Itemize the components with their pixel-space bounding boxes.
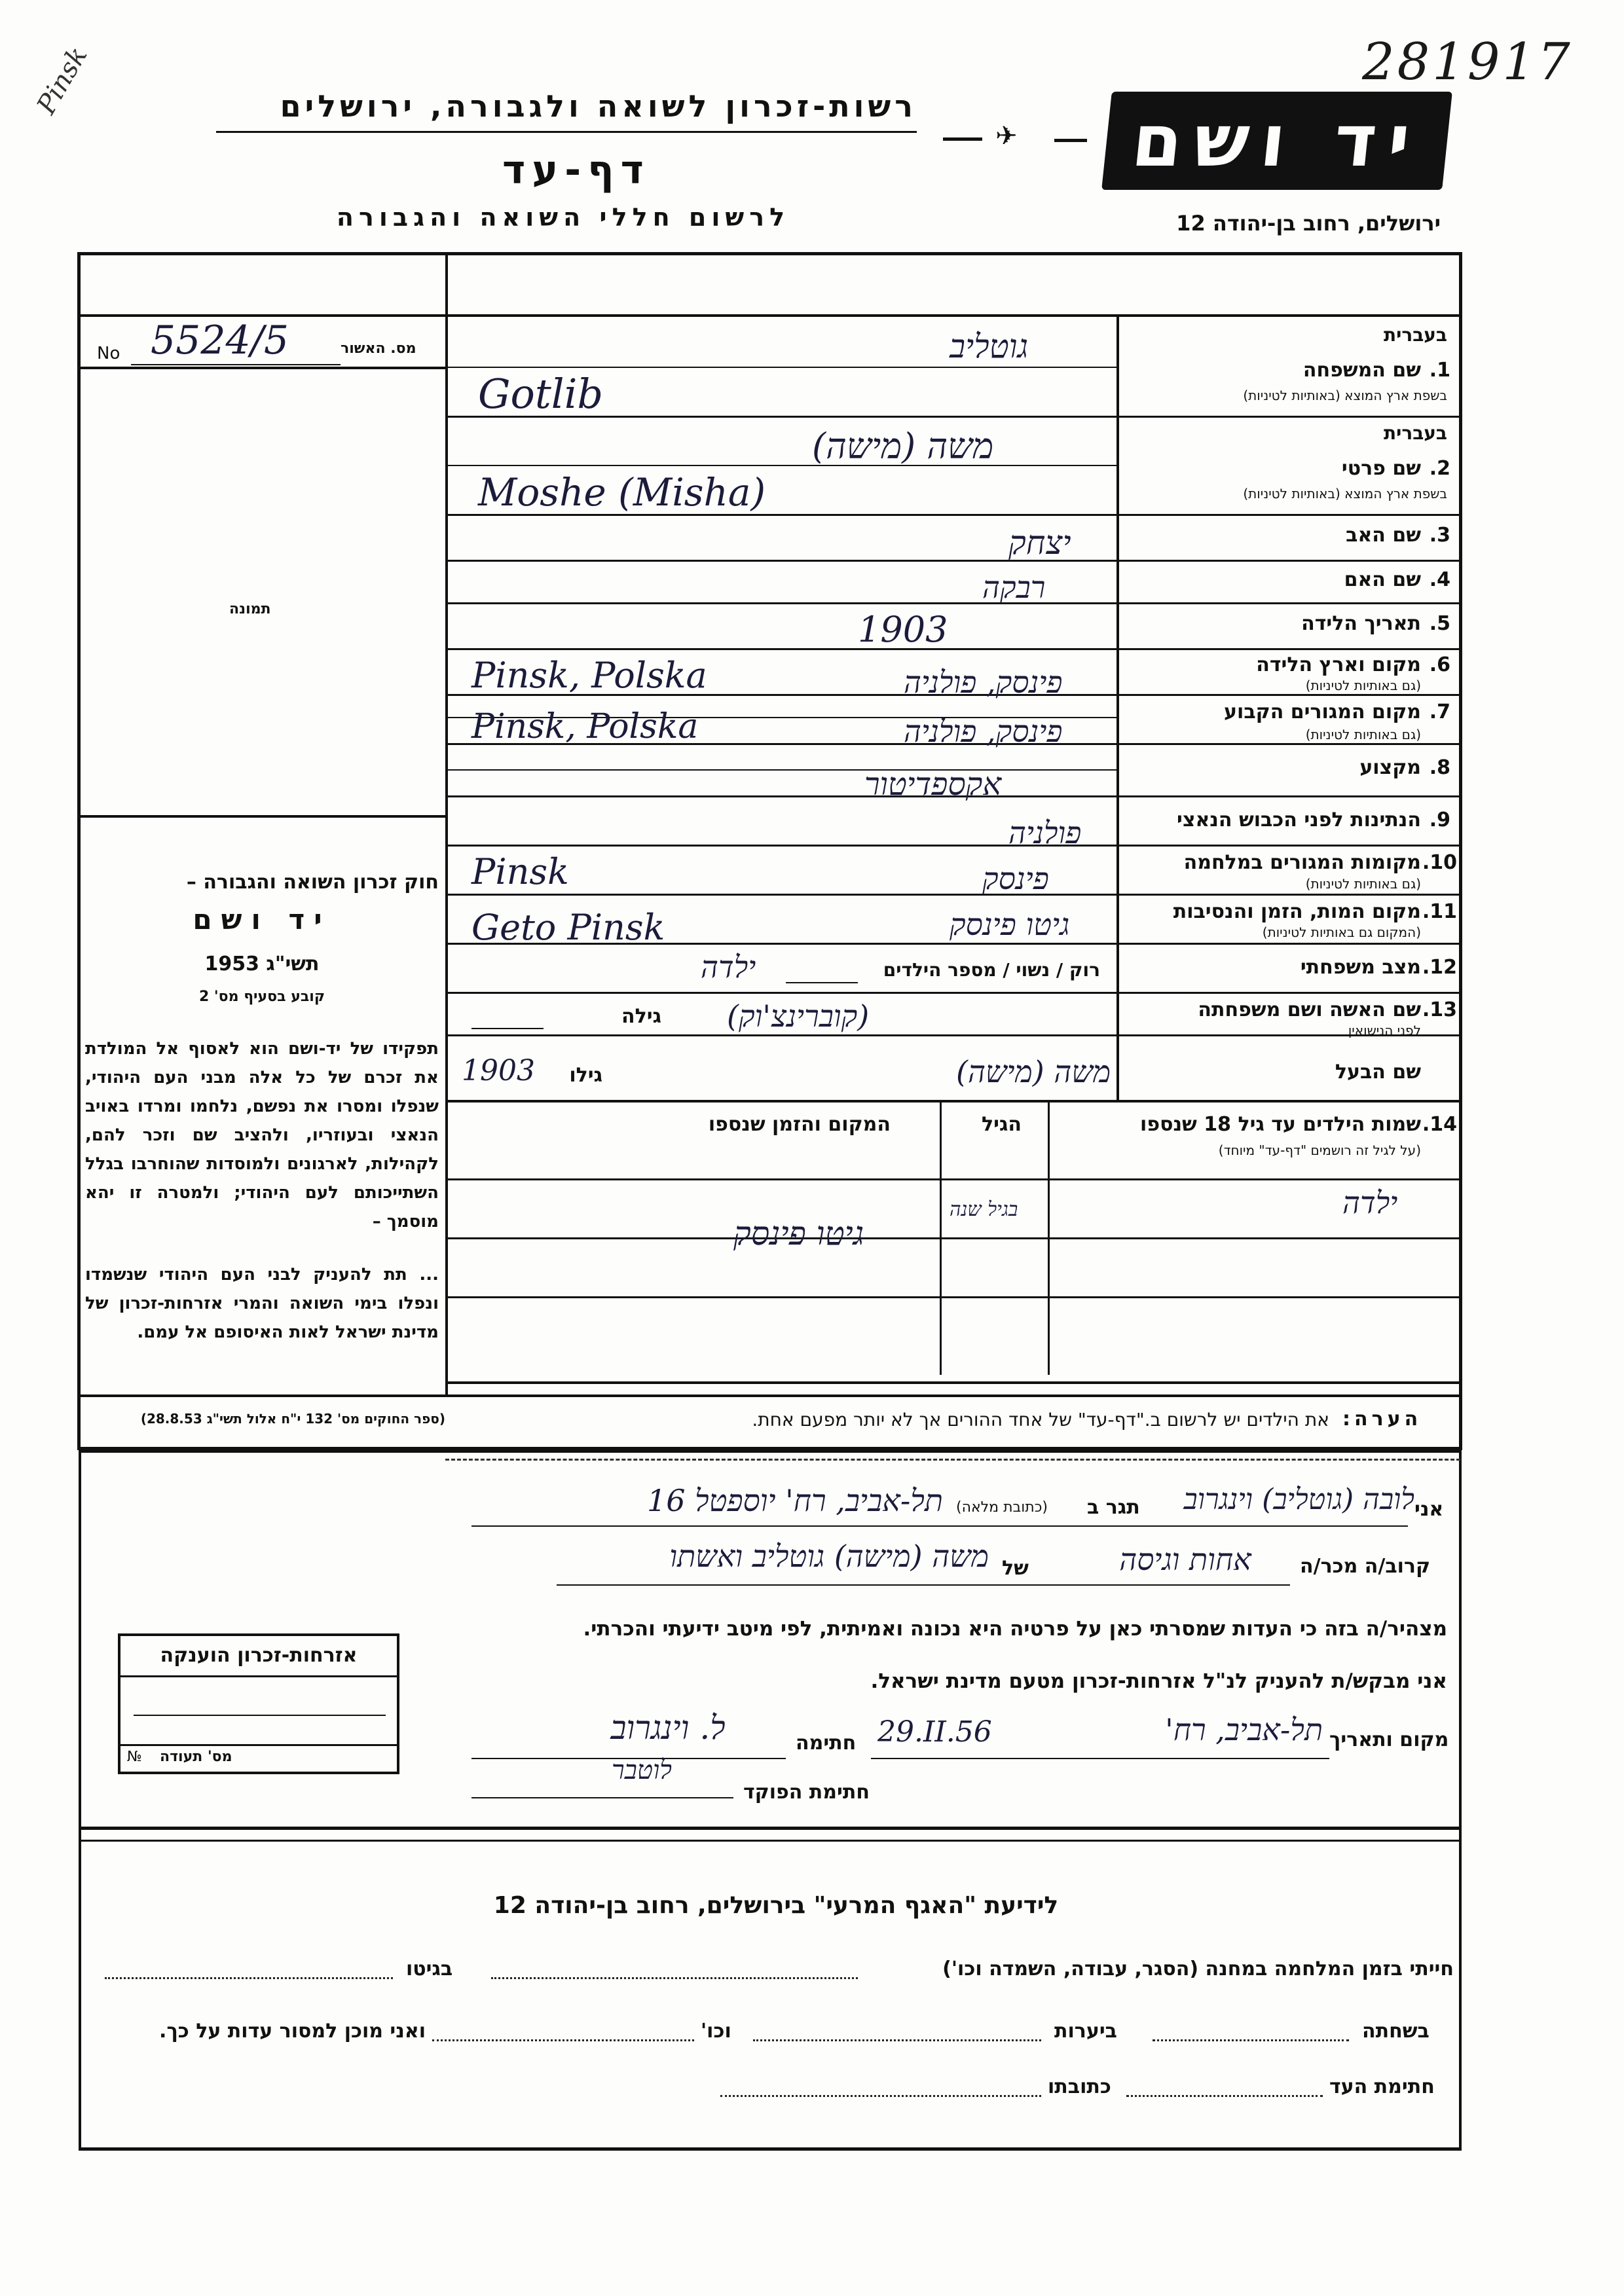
relation-value: אחות וגיסה — [1119, 1542, 1251, 1577]
field-6-hebrew: פינסק, פולניה — [904, 665, 1063, 700]
citizenship-no-label: מס' תעודה — [160, 1749, 232, 1765]
field-11-latin: Geto Pinsk — [471, 907, 665, 948]
field-13-hebrew: (קוברינצ'וק) — [727, 998, 870, 1034]
declarant-name: לובה (גוטליב) וינגרוב — [1183, 1483, 1414, 1516]
field-1-sub: בשפת ארץ המוצא (באותיות לטיניות) — [1243, 388, 1447, 403]
field-7-latin: Pinsk, Polska — [471, 707, 699, 746]
footer-line1-label: חייתי בזמן המלחמה במחנה (הסגר, עבודה, השמדה וכו') — [942, 1958, 1454, 1980]
footer-line3-b: כתובתו — [1048, 2075, 1111, 2098]
declarant-resides-label: תגר ב — [1087, 1496, 1140, 1519]
authority-underline — [216, 131, 917, 133]
field-2-num: 2. — [1429, 457, 1450, 480]
field-2-latin: Moshe (Misha) — [478, 470, 766, 515]
field-4-hebrew: רבקה — [982, 570, 1046, 605]
law-name: יד ושם — [193, 903, 331, 936]
field-6-latin: Pinsk, Polska — [471, 655, 707, 696]
law-title: חוק זכרון השואה והגבורה – — [186, 871, 439, 894]
authority-title: רשות-זכרון לשואה ולגבורה, ירושלים — [280, 88, 917, 124]
field-6-sub: (גם באותיות לטיניות) — [1305, 678, 1421, 693]
children-num: 14. — [1422, 1113, 1457, 1136]
field-10-hebrew: פינסק — [982, 861, 1049, 896]
registry-no-label: No — [97, 344, 120, 363]
relative-of-value: משה (מישה) גוטליב ואשתו — [669, 1539, 989, 1574]
field-1-latin: Gotlib — [478, 370, 604, 418]
footer-line2-c: וכו' — [701, 2020, 731, 2043]
field-9-hebrew: פולניה — [1008, 815, 1082, 850]
field-6-label: מקום וארץ הלידה — [1256, 653, 1421, 676]
field-5-label: תאריך הלידה — [1301, 612, 1421, 635]
field-9-label: הנתינות לפני הכבוש הנאצי — [1177, 809, 1421, 831]
header-dash — [943, 137, 982, 141]
field-13-label: שם האשה ושם משפחתה — [1198, 998, 1421, 1021]
clerk-signature: לוטבר — [611, 1755, 673, 1785]
footer-line3-a: חתימת העד — [1329, 2075, 1435, 2098]
field-8-hebrew: אקספדיטור — [864, 766, 1002, 803]
registry-number: 5524/5 — [151, 318, 289, 363]
footer-line1-suffix: בגיטו — [406, 1958, 453, 1980]
field-2-sub: בשפת ארץ המוצא (באותיות לטיניות) — [1243, 486, 1447, 501]
field-1-hebrew: גוטליב — [950, 327, 1029, 365]
law-text-2: ... תת להעניק לבני העם היהודי שנשמדו ונפלו בימי השואה והמרי אזרחות-זכרון של מדינת ישראל לאות האיסופם אל עמם. — [85, 1265, 439, 1342]
field-11-label: מקום המות, הזמן והנסיבות — [1173, 900, 1421, 923]
field-3-num: 3. — [1429, 524, 1450, 547]
field-13-sub: לפני הנישואין — [1348, 1023, 1421, 1038]
signature-label: חתימה — [796, 1732, 857, 1755]
place-date-label: מקום ותאריך — [1329, 1728, 1449, 1751]
declaration-dashed-top — [445, 1459, 1460, 1461]
header-address: ירושלים, רחוב בן-יהודה 12 — [1176, 211, 1441, 236]
field-7-num: 7. — [1429, 701, 1450, 723]
header-dash-2 — [1054, 139, 1087, 142]
registry-label: מס. האשור — [341, 340, 416, 357]
children-sub: (על לגיל זה רושמים "דף-עד" מיוחד) — [1218, 1142, 1421, 1158]
citizenship-box — [118, 1633, 399, 1774]
husband-label: שם הבעל — [1335, 1061, 1421, 1084]
page-subtitle: לרשום חללי השואה והגבורה — [336, 203, 790, 232]
footer-line2-b: ביערות — [1054, 2020, 1117, 2043]
field-12-options: רוק / נשוי / מספר הילדים — [883, 959, 1100, 981]
field-8-label: מקצוע — [1359, 756, 1421, 779]
note-text: את הילדים יש לרשום ב."דף-עד" של אחד ההורים אך לא יותר מפעם אחת. — [752, 1409, 1329, 1430]
field-5-value: 1903 — [858, 609, 948, 650]
date-value: 29.II.56 — [877, 1715, 992, 1749]
law-clause: קובע בסעיף מס' 2 — [198, 989, 325, 1005]
field-10-label: מקומות המגורים במלחמה — [1183, 851, 1421, 874]
field-1-label: שם המשפחה — [1302, 359, 1421, 382]
field-12-hebrew: ילדה — [701, 949, 756, 985]
logo-text: יד ושם — [1128, 99, 1426, 183]
declarant-prefix: אני — [1414, 1498, 1444, 1521]
field-6-num: 6. — [1429, 653, 1450, 676]
field-12-num: 12. — [1422, 956, 1457, 979]
archive-number: 281917 — [1362, 33, 1573, 92]
husband-name: משה (מישה) — [956, 1054, 1111, 1089]
signature: ל. וינגרוב — [610, 1709, 726, 1747]
citizenship-no-prefix: № — [127, 1749, 142, 1765]
declare-text: מצהיר/ה בזה כי העדות שמסרתי כאן על פרטיה היא נכונה ואמיתית, לפי מיטב ידיעתי והכרתי. — [583, 1617, 1447, 1641]
law-year: תשי"ג 1953 — [204, 953, 320, 975]
field-9-num: 9. — [1429, 809, 1450, 831]
children-row-name: ילדה — [1342, 1185, 1398, 1220]
children-title: שמות הילדים עד גיל 18 שנספו — [1140, 1113, 1421, 1136]
field-3-hebrew: יצחק — [1008, 524, 1071, 562]
field-7-label: מקום המגורים הקבוע — [1224, 701, 1421, 723]
field-12-label: מצב משפחתי — [1300, 956, 1421, 979]
field-3-label: שם האב — [1346, 524, 1421, 547]
husband-birth-year: 1903 — [462, 1054, 535, 1087]
photo-label: תמונה — [229, 601, 271, 617]
field-2-lang: בעברית — [1383, 422, 1447, 444]
husband-age-label: גילו — [569, 1064, 602, 1087]
field-13-num: 13. — [1422, 998, 1457, 1021]
children-row-age: בגיל שנה — [950, 1198, 1018, 1221]
field-4-label: שם האם — [1344, 568, 1421, 591]
field-11-sub: (המקום גם באותיות לטיניות) — [1262, 924, 1421, 940]
field-1-num: 1. — [1429, 359, 1450, 382]
children-col-age: הגיל — [982, 1113, 1022, 1136]
field-13-age-label: גילה — [621, 1005, 661, 1028]
field-11-hebrew: גיטו פינסק — [950, 907, 1070, 942]
children-row-place: גיטו פינסק — [733, 1214, 864, 1252]
law-ref: (ספר החוקים מס' 132 י"ח אלול תשי"ג 28.8.53) — [140, 1411, 445, 1427]
field-5-num: 5. — [1429, 612, 1450, 635]
field-7-sub: (גם באותיות לטיניות) — [1305, 727, 1421, 742]
children-col-place: המקום והזמן שנספו — [708, 1113, 891, 1136]
field-10-latin: Pinsk — [471, 851, 569, 892]
field-2-hebrew: משה (מישה) — [812, 426, 994, 467]
citizenship-title: אזרחות-זכרון הוענקה — [160, 1644, 358, 1667]
field-10-sub: (גם באותיות לטיניות) — [1305, 876, 1421, 892]
bird-icon: ✈ — [995, 121, 1018, 151]
field-4-num: 4. — [1429, 568, 1450, 591]
yad-vashem-logo — [1101, 92, 1452, 190]
law-text: תפקידו של יד-ושם הוא לאסוף אל המולדת את זכרם של כל אלה מבני העם היהודי, שנפלו ומסרו את נפשם, נלחמו ומרדו באויב הנאצי ובעוזריו, ולהציב שם וזכר להם, לקהילות, לארגונים ולמוסדות שהוחרבו בגלל השתייכותם לעם היהודי; ולמטרה זו יהא מוסמך – — [85, 1039, 439, 1231]
page-title: דף-עד — [502, 147, 650, 193]
field-2-label: שם פרטי — [1341, 457, 1421, 480]
field-7-hebrew: פינסק, פולניה — [904, 714, 1063, 749]
footer-line2-d: ואני מוכן למסור עדות על כך. — [159, 2020, 426, 2043]
footer-line2-a: בשחתה — [1362, 2020, 1430, 2043]
declarant-address-label: (כתובת מלאה) — [956, 1499, 1048, 1516]
declarant-address: תל-אביב, רח' יוספטל 16 — [646, 1483, 943, 1518]
relative-label: קרוב/ה מכר/ה — [1300, 1555, 1431, 1578]
note-label: הערה: — [1342, 1408, 1422, 1430]
clerk-label: חתימת הפוקד — [743, 1781, 870, 1804]
corner-note: Pinsk — [31, 41, 94, 120]
place-value: תל-אביב, רח' — [1165, 1712, 1323, 1747]
footer-title: לידיעת "האגף המרעי" בירושלים, רחוב בן-יהודה 12 — [493, 1892, 1059, 1919]
field-8-num: 8. — [1429, 756, 1450, 779]
field-11-num: 11. — [1422, 900, 1457, 923]
relative-of-label: של — [1002, 1557, 1029, 1580]
field-10-num: 10. — [1422, 851, 1457, 874]
request-text: אני מבקש/ת להעניק לנ"ל אזרחות-זכרון מטעם מדינת ישראל. — [870, 1669, 1447, 1693]
field-1-lang: בעברית — [1383, 324, 1447, 346]
